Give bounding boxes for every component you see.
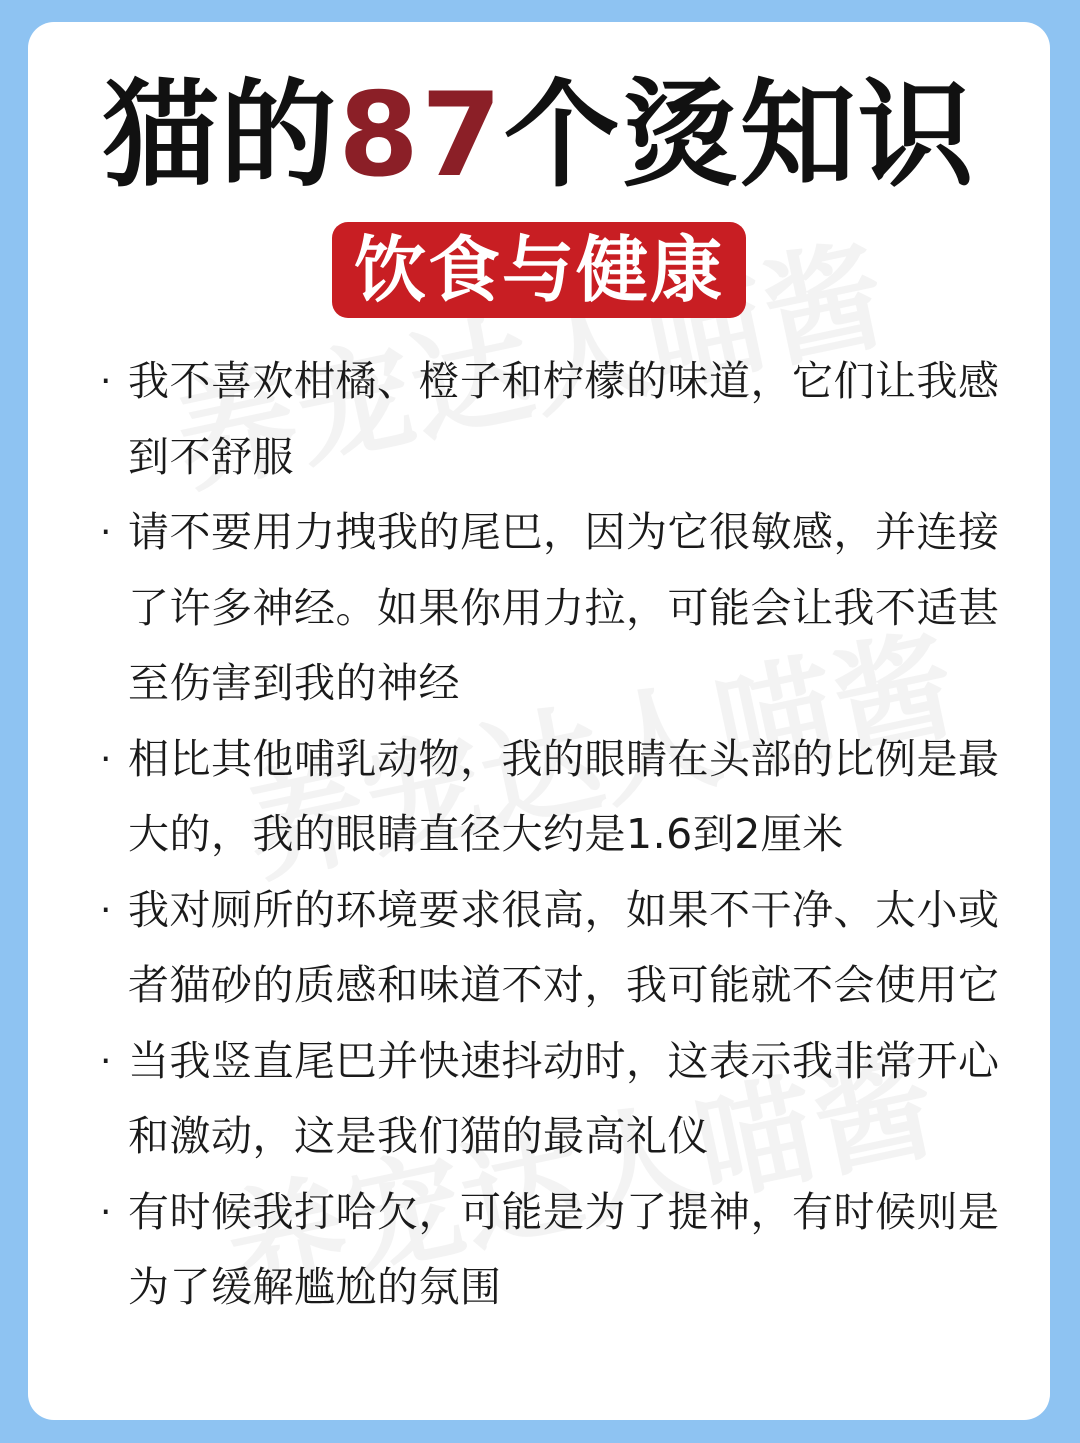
page-title [28,66,1050,206]
fact-text: 我对厕所的环境要求很高，如果不干净、太小或者猫砂的质感和味道不对，我可能就不会使用它 [128,885,1000,1009]
content-card [28,22,1050,1420]
fact-text: 请不要用力拽我的尾巴，因为它很敏感，并连接了许多神经。如果你用力拉，可能会让我不适甚至伤害到我的神经 [128,508,1000,707]
title-text-end: 个烫知识 [503,68,976,203]
fact-text: 相比其他哺乳动物，我的眼睛在头部的比例是最大的，我的眼睛直径大约是1.6到2厘米 [128,734,1000,858]
title-number: 87 [338,68,504,203]
bullet-icon: · [100,738,112,780]
fact-item-6 [100,1175,1020,1326]
bullet-icon: · [100,1191,112,1233]
bullet-icon: · [100,1040,112,1082]
bullet-icon: · [100,512,112,553]
fact-item-1 [100,344,1020,495]
fact-list [100,344,1020,1326]
bullet-icon: · [100,361,112,402]
fact-text: 我不喜欢柑橘、橙子和柠檬的味道，它们让我感到不舒服 [128,357,1000,481]
fact-text: 当我竖直尾巴并快速抖动时，这表示我非常开心和激动，这是我们猫的最高礼仪 [128,1036,1000,1160]
category-badge-row [28,222,1050,318]
fact-item-4 [100,873,1020,1024]
title-text-start: 猫的 [102,68,339,203]
fact-text: 有时候我打哈欠，可能是为了提神，有时候则是为了缓解尴尬的氛围 [128,1187,1000,1311]
fact-item-3 [100,722,1020,873]
bullet-icon: · [100,889,112,931]
fact-item-2 [100,495,1020,722]
category-badge: 饮食与健康 [332,222,746,318]
fact-item-5 [100,1024,1020,1175]
